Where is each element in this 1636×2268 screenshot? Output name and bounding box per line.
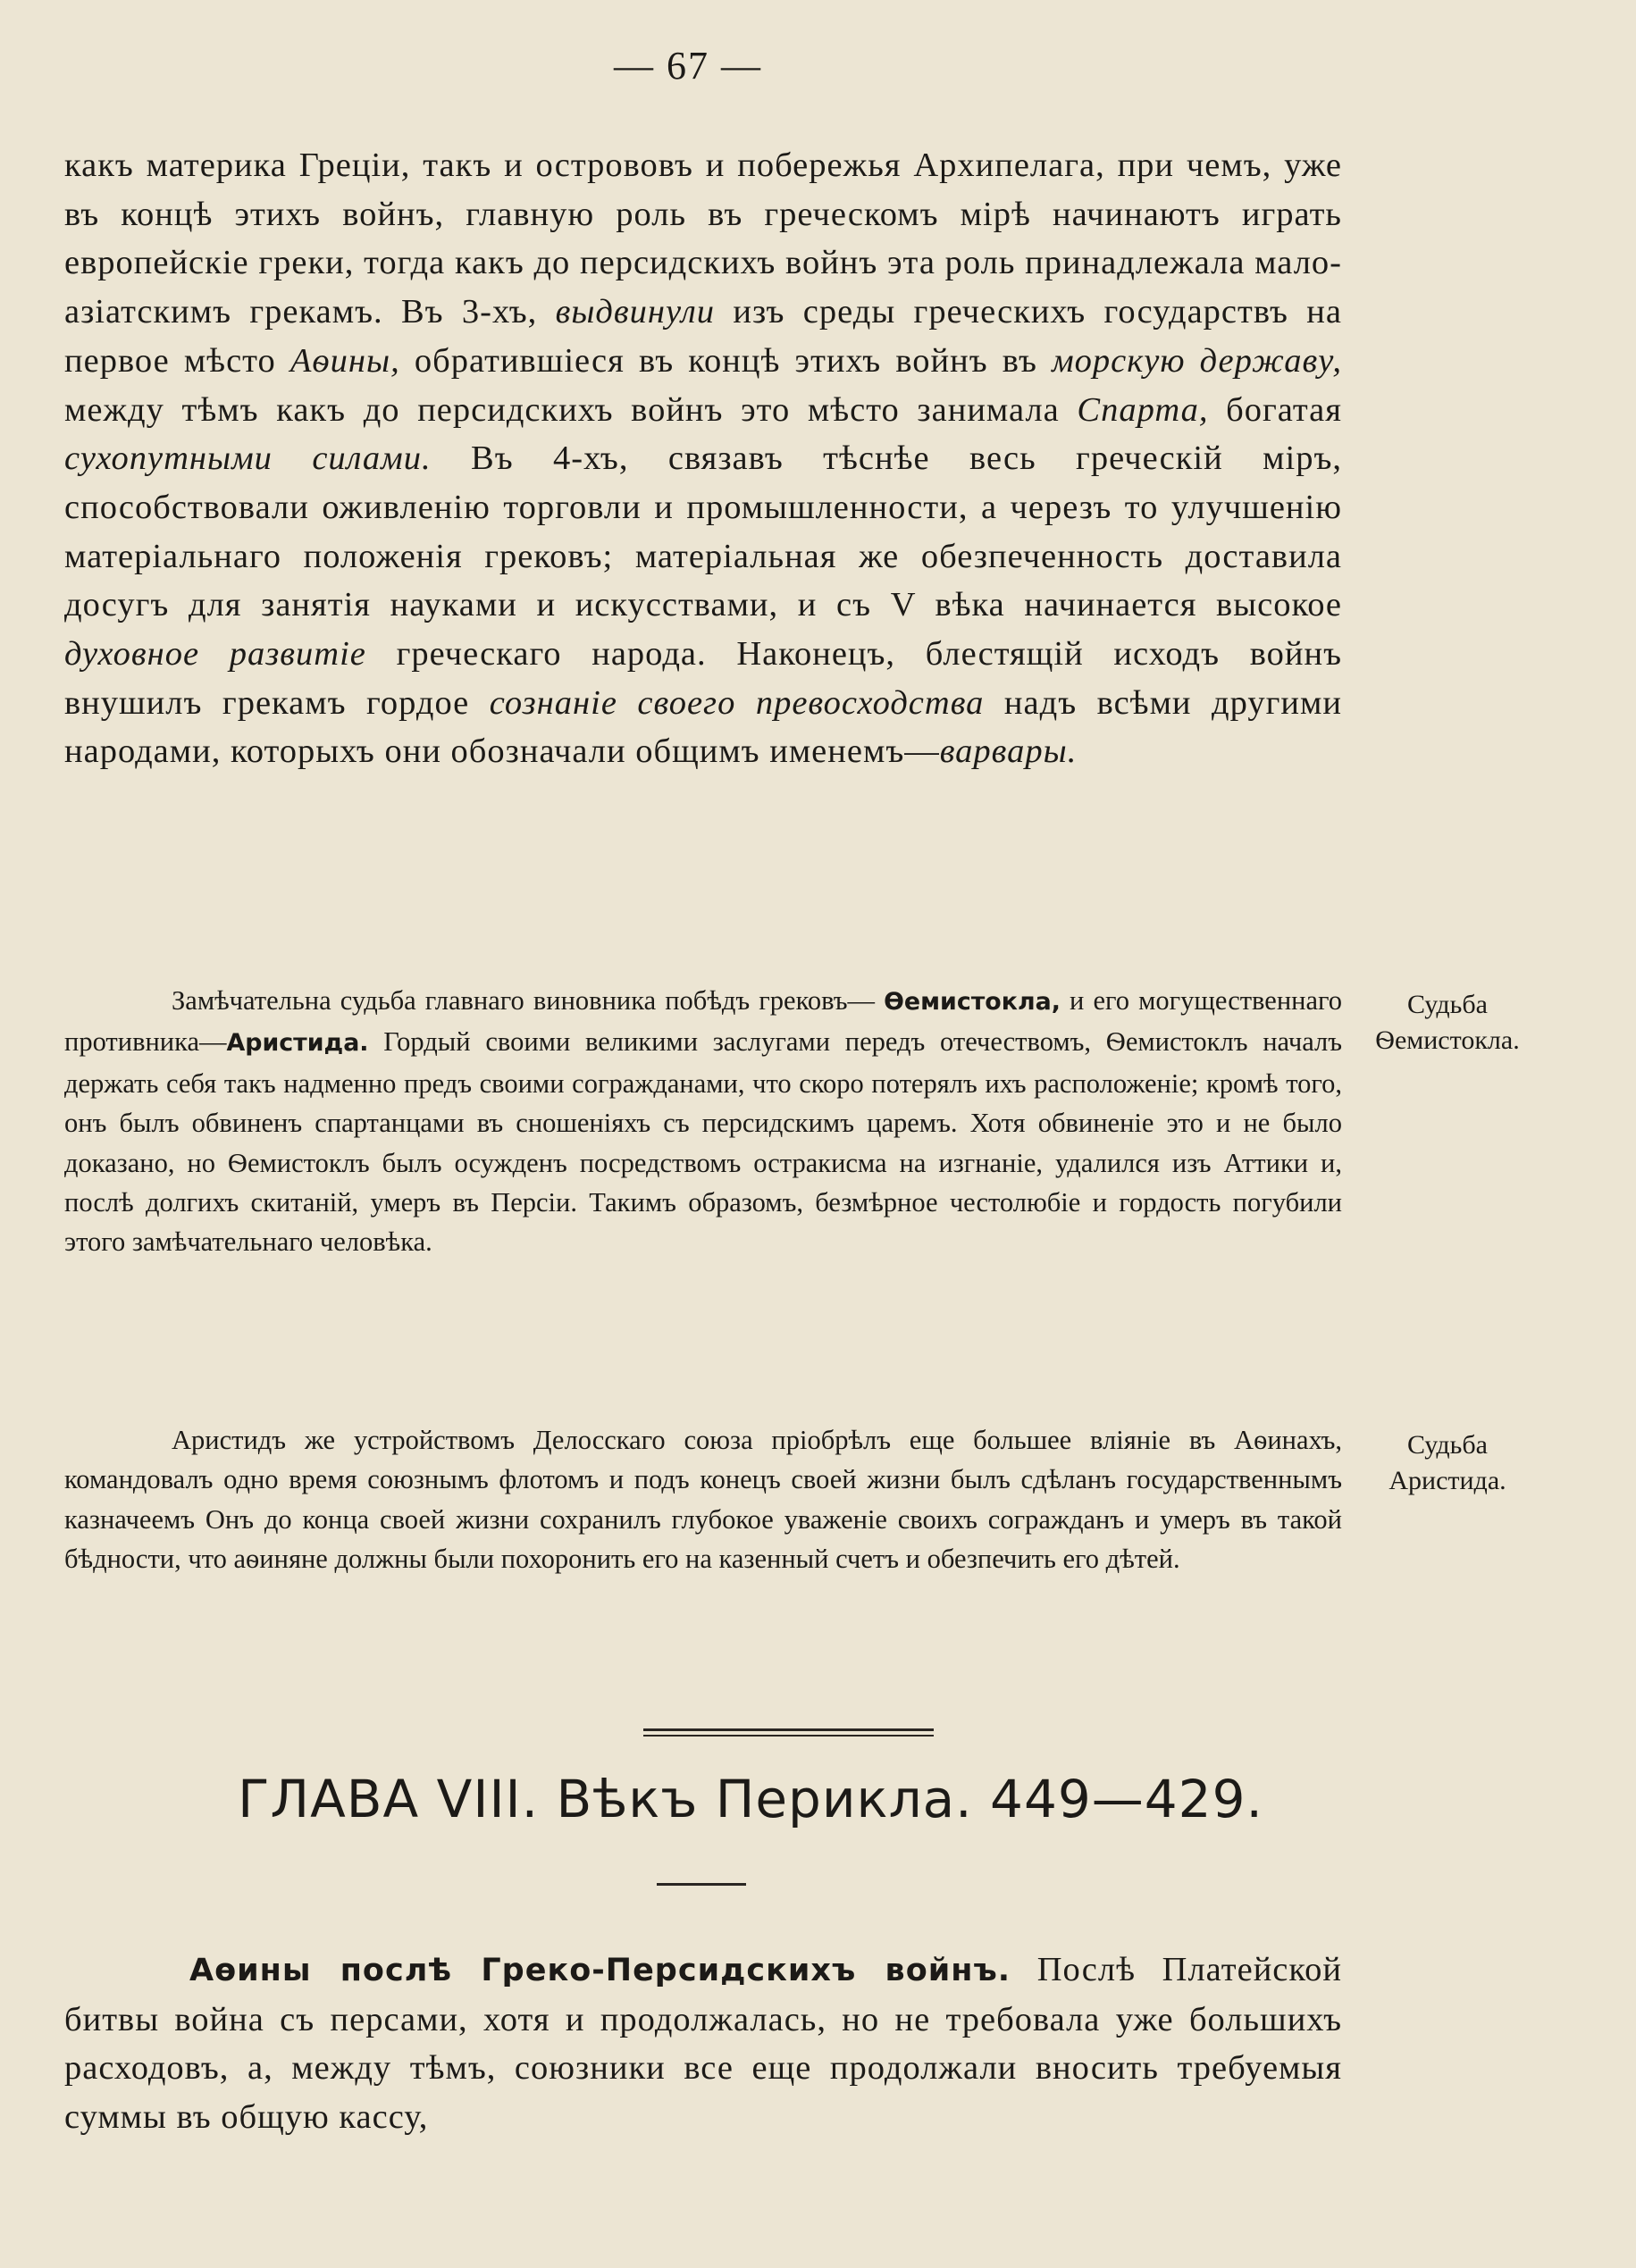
para1-text-8: надъ всѣми другими народами, которыхъ они обозначали общимъ именемъ—	[64, 683, 1342, 771]
para1-text-2: изъ среды греческихъ государствъ на первое мѣсто	[64, 293, 1342, 380]
para1-text-5: богатая	[1208, 390, 1342, 429]
divider-top-line-2	[643, 1735, 934, 1737]
para1-em-2: Аѳины,	[289, 341, 400, 380]
para2-name-themistocles: Ѳемистокла,	[884, 988, 1061, 1016]
para1-text-1: какъ материка Греціи, такъ и острововъ и побережья Архипелага, при чемъ, уже въ концѣ этихъ войнъ, главную роль въ греческомъ мірѣ начинаютъ играть европейскіе греки, тогда какъ до персидскихъ войнъ эта роль принадлежала мало-азіатскимъ грекамъ. Въ 3-хъ,	[64, 146, 1342, 331]
para2-name-aristides: Аристида.	[226, 1029, 369, 1058]
sidenote-themistocles-line1: Судьба	[1407, 990, 1488, 1019]
sidenote-aristides	[1340, 1427, 1555, 1499]
divider-bottom-line	[657, 1883, 746, 1886]
para2-text-1: Замѣчательна судьба главнаго виновника побѣдъ грековъ—	[172, 985, 885, 1016]
para1-em-1: выдвинули	[555, 293, 716, 331]
chapter-title: ГЛАВА VIII. Вѣкъ Перикла. 449—429.	[238, 1769, 1263, 1829]
para1-em-3: морскую державу,	[1052, 341, 1343, 380]
sidenote-themistocles	[1340, 987, 1555, 1059]
divider-top-line-1	[643, 1728, 934, 1731]
para3-text: Аристидъ же устройствомъ Делосскаго союза пріобрѣлъ еще большее вліяніе въ Аѳинахъ, командовалъ одно время союзнымъ флотомъ и подъ конецъ своей жизни былъ сдѣланъ государственнымъ казначеемъ Онъ до конца своей жизни сохранилъ глубокое уваженіе своихъ согражданъ и умеръ въ такой бѣдности, что аѳиняне должны были похоронить его на казенный счетъ и обезпечить его дѣтей.	[64, 1425, 1342, 1575]
para1-text-6: Въ 4-хъ, связавъ тѣснѣе весь греческій міръ, способствовали оживленію торговли и промышленности, а черезъ то улучшенію матеріальнаго положенія грековъ; матеріальная же обезпеченность доставила досугъ для занятія науками и искусствами, и съ V вѣка начинается высокое	[64, 439, 1342, 624]
para1-em-7: сознаніе своего превосходства	[489, 683, 985, 722]
sidenote-aristides-line2: Аристида.	[1389, 1466, 1506, 1495]
para2-text-2: и его могущественнаго противника—	[64, 985, 1343, 1058]
para4-text: Послѣ Платейской битвы война съ персами, хотя и продолжалась, но не требовала уже большихъ расходовъ, а, между тѣмъ, союзники все еще продолжали вносить требуемыя суммы въ общую кассу,	[64, 1951, 1342, 2137]
sidenote-themistocles-line2: Ѳемистокла.	[1375, 1025, 1520, 1055]
paragraph-themistocles	[64, 981, 1342, 1262]
sidenote-aristides-line1: Судьба	[1407, 1430, 1488, 1460]
paragraph-aristides	[64, 1420, 1342, 1579]
para1-text-3: обратившіеся въ концѣ этихъ войнъ въ	[399, 341, 1053, 380]
paragraph-ages-of-greece	[64, 141, 1342, 776]
para1-text-7: греческаго народа. Наконецъ, блестящій исходъ войнъ внушилъ грекамъ гордое	[64, 635, 1342, 722]
paragraph-athens-after-wars	[64, 1946, 1342, 2142]
section-heading: Аѳины послѣ Греко-Персидскихъ войнъ.	[189, 1953, 1011, 1988]
para1-em-4: Спарта,	[1077, 390, 1209, 429]
para1-em-8: варвары.	[939, 732, 1078, 771]
para1-em-5: сухопутными силами.	[64, 439, 432, 478]
page-number: — 67 —	[614, 44, 762, 88]
para2-text-3: Гордый своими великими заслугами передъ отечествомъ, Ѳемистоклъ началъ держать себя такъ надменно предъ своими согражданами, что скоро потерялъ ихъ расположеніе; кромѣ того, онъ былъ обвиненъ спартанцами въ сношеніяхъ съ персидскимъ царемъ. Хотя обвиненіе это и не было доказано, но Ѳемистоклъ былъ осужденъ посредствомъ остракисма на изгнаніе, удалился изъ Аттики и, послѣ долгихъ скитаній, умеръ въ Персіи. Такимъ образомъ, безмѣрное честолюбіе и гордость погубили этого замѣчательнаго человѣка.	[64, 1026, 1342, 1258]
para1-text-4: между тѣмъ какъ до персидскихъ войнъ это мѣсто занимала	[64, 390, 1078, 429]
para1-em-6: духовное развитіе	[64, 635, 366, 674]
